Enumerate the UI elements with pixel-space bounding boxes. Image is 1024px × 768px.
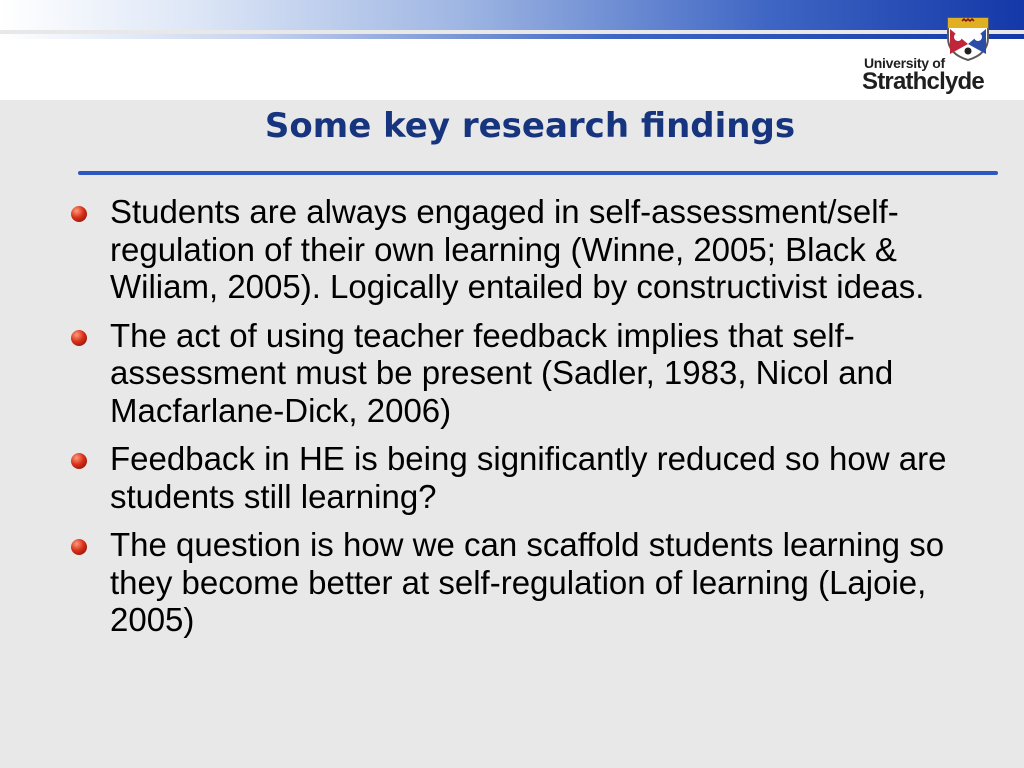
title-underline <box>78 171 998 175</box>
logo-line-2: Strathclyde <box>862 68 984 95</box>
bullet-dot-icon <box>71 539 87 555</box>
bullet-item <box>70 526 1010 639</box>
university-logo <box>858 12 1008 100</box>
bullet-item <box>70 440 1010 515</box>
bullet-dot-icon <box>71 453 87 469</box>
bullet-item <box>70 317 1010 430</box>
bullet-dot-icon <box>71 330 87 346</box>
bullet-list <box>70 193 1010 650</box>
bullet-item <box>70 193 1010 306</box>
bullet-text: The act of using teacher feedback implies that self-assessment must be present (Sadler, 1983, Nicol and Macfarlane-Dick, 2006) <box>110 316 894 429</box>
university-crest-icon <box>946 12 990 62</box>
bullet-text: Students are always engaged in self-assessment/self-regulation of their own learning (Winne, 2005; Black & Wiliam, 2005). Logically entailed by constructivist ideas. <box>110 193 925 305</box>
bullet-dot-icon <box>71 206 87 222</box>
logo-line-1: University of <box>864 55 945 71</box>
bullet-text: Feedback in HE is being significantly reduced so how are students still learning? <box>110 440 947 515</box>
bullet-text: The question is how we can scaffold students learning so they become better at self-regulation of learning (Lajoie, 2005) <box>110 526 945 638</box>
slide-title: Some key research findings <box>264 106 796 146</box>
